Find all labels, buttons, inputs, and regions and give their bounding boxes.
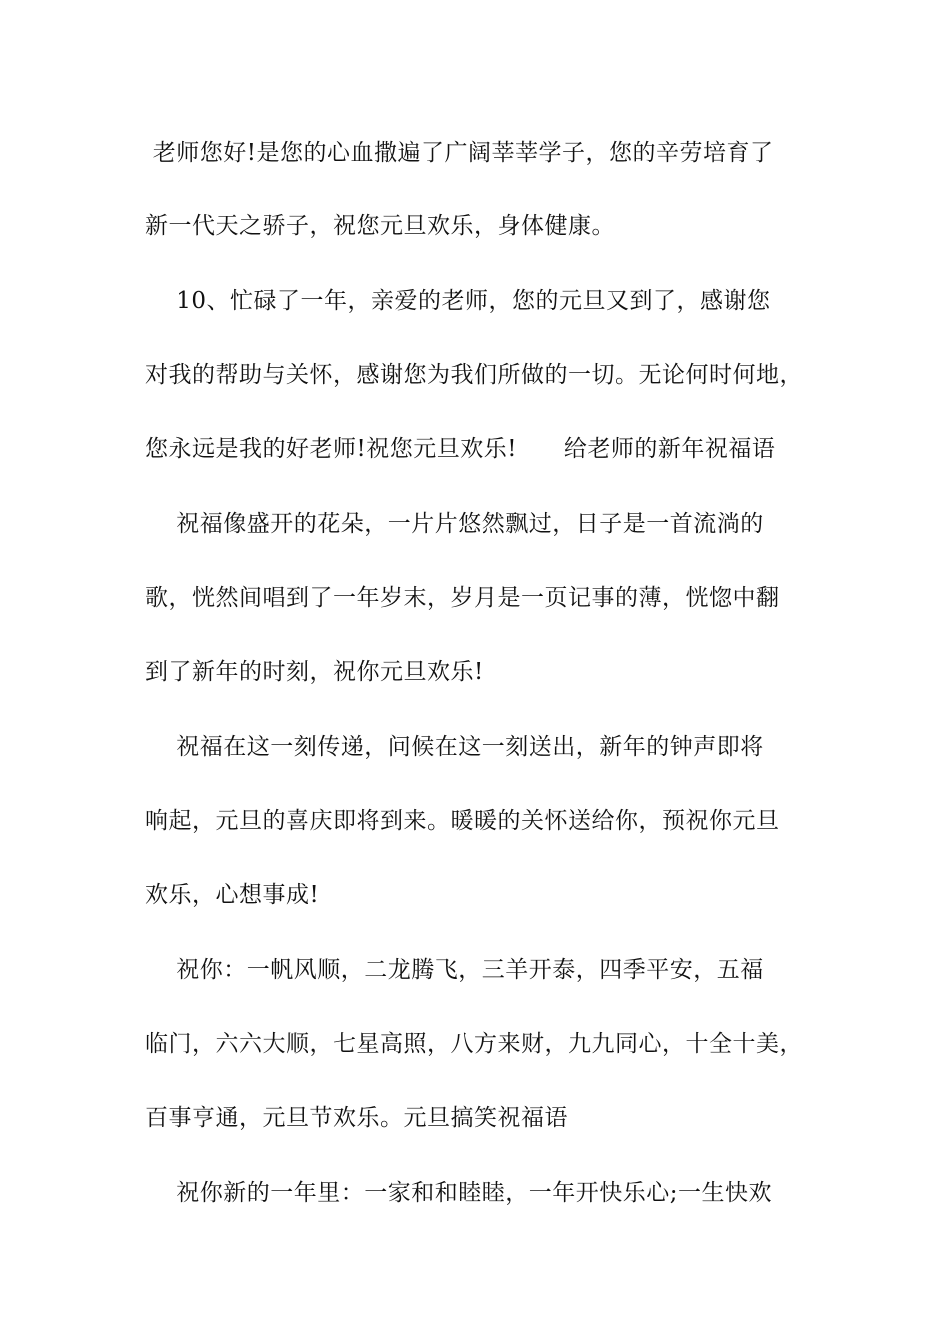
text-line: 祝你新的一年里：一家和和睦睦，一年开快乐心;一生快欢 (145, 1180, 772, 1206)
text-line: 响起，元旦的喜庆即将到来。暖暖的关怀送给你，预祝你元旦 (145, 808, 780, 834)
text-line: 欢乐，心想事成! (145, 882, 320, 908)
text-line: 对我的帮助与关怀，感谢您为我们所做的一切。无论何时何地， (145, 362, 803, 388)
text-line: 您永远是我的好老师!祝您元旦欢乐! 给老师的新年祝福语 (145, 436, 776, 462)
text-line: 百事亨通，元旦节欢乐。元旦搞笑祝福语 (145, 1105, 568, 1131)
text-line: 临门，六六大顺，七星高照，八方来财，九九同心，十全十美， (145, 1031, 803, 1057)
text-line: 新一代天之骄子，祝您元旦欢乐，身体健康。 (145, 213, 615, 239)
text-line: 祝福像盛开的花朵，一片片悠然飘过，日子是一首流淌的 (145, 511, 764, 537)
text-line: 老师您好!是您的心血撒遍了广阔莘莘学子，您的辛劳培育了 (145, 140, 774, 166)
text-line: 10、忙碌了一年，亲爱的老师，您的元旦又到了，感谢您 (145, 288, 771, 314)
text-line: 祝你：一帆风顺，二龙腾飞，三羊开泰，四季平安，五福 (145, 957, 764, 983)
text-line: 祝福在这一刻传递，问候在这一刻送出，新年的钟声即将 (145, 734, 764, 760)
text-line: 歌，恍然间唱到了一年岁末，岁月是一页记事的薄，恍惚中翻 (145, 585, 780, 611)
text-line: 到了新年的时刻，祝你元旦欢乐! (145, 659, 484, 685)
